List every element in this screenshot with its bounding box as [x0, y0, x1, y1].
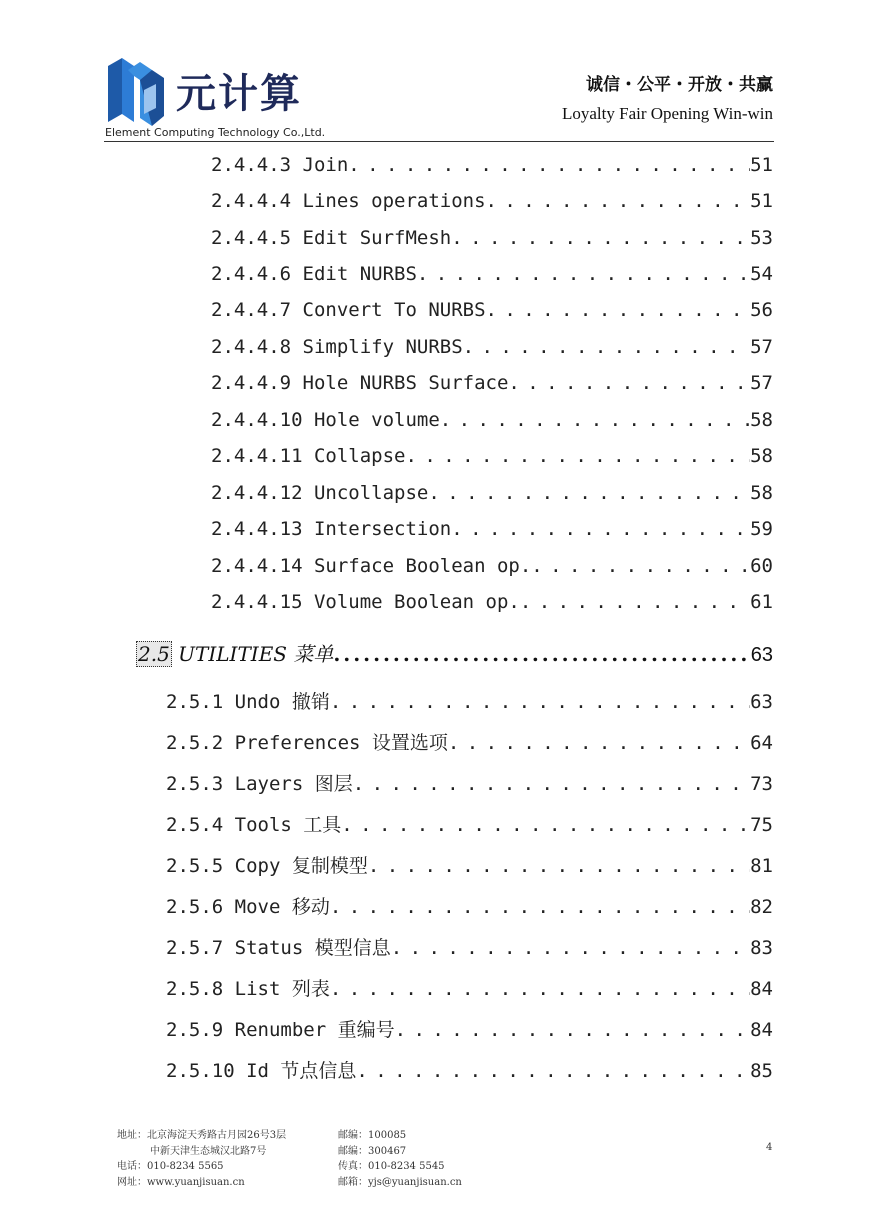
toc-leader: [333, 642, 750, 666]
toc-section-page: 63: [750, 644, 773, 666]
toc-entry-title: 2.4.4.11 Collapse: [211, 445, 406, 467]
toc-entry[interactable]: [211, 263, 773, 285]
toc-entry-title: 2.5.10 Id 节点信息: [166, 1060, 357, 1082]
toc-entry[interactable]: [211, 299, 773, 321]
toc-entry-page: 84: [750, 978, 773, 1000]
toc-entry-page: 75: [750, 814, 773, 836]
toc-entry-title: 2.4.4.8 Simplify NURBS: [211, 336, 463, 358]
toc-leader: [341, 814, 750, 836]
toc-entry[interactable]: [211, 482, 773, 504]
toc-entry[interactable]: [211, 518, 773, 540]
toc-entry[interactable]: [211, 445, 773, 467]
footer-fax: 传真：010-8234 5545: [338, 1161, 445, 1172]
toc-leader: [330, 978, 750, 1000]
toc-entry-title: 2.5.8 List 列表: [166, 978, 330, 1000]
toc-entry-title: 2.4.4.3 Join: [211, 154, 349, 176]
toc-entry[interactable]: [211, 591, 773, 613]
toc-leader: [330, 691, 750, 713]
toc-leader: [428, 482, 750, 504]
toc-entry[interactable]: [166, 810, 773, 837]
footer-zip-1: 邮编：100085: [338, 1130, 407, 1141]
toc-entry[interactable]: [211, 555, 773, 577]
toc-entry-page: 59: [750, 518, 773, 540]
toc-entry-page: 53: [750, 227, 773, 249]
footer-address-2: 中新天津生态城汉北路7号: [150, 1146, 267, 1157]
toc-entry[interactable]: [166, 974, 773, 1001]
page-number: 4: [766, 1142, 773, 1153]
toc-entry-title: 2.5.9 Renumber 重编号: [166, 1019, 395, 1041]
toc-entry[interactable]: [166, 1015, 773, 1042]
toc-entry-page: 57: [750, 336, 773, 358]
toc-entry-page: 51: [750, 154, 773, 176]
toc-entry-title: 2.4.4.12 Uncollapse: [211, 482, 429, 504]
toc-entry-title: 2.4.4.10 Hole volume: [211, 409, 440, 431]
toc-entry-page: 58: [750, 482, 773, 504]
toc-leader: [353, 773, 750, 795]
toc-leader: [448, 732, 750, 754]
toc-entry[interactable]: [166, 933, 773, 960]
toc-entry-title: 2.5.5 Copy 复制模型: [166, 855, 368, 877]
toc-entry-page: 63: [750, 691, 773, 713]
toc-entry-title: 2.5.1 Undo 撤销: [166, 691, 330, 713]
toc-entry-page: 51: [750, 190, 773, 212]
toc-entry-page: 84: [750, 1019, 773, 1041]
toc-leader: [368, 855, 750, 877]
toc-entry-title: 2.4.4.13 Intersection: [211, 518, 452, 540]
toc-leader: [330, 896, 750, 918]
toc-entry[interactable]: [211, 372, 773, 394]
toc-entry[interactable]: [166, 892, 773, 919]
toc-entry-title: 2.4.4.15 Volume Boolean op.: [211, 591, 520, 613]
toc-entry[interactable]: [211, 336, 773, 358]
toc-leader: [417, 263, 750, 285]
motto-chinese: 诚信・公平・开放・共赢: [586, 75, 773, 95]
toc-leader: [451, 227, 750, 249]
footer-email: 邮箱：yjs@yuanjisuan.cn: [338, 1177, 462, 1188]
toc-leader: [531, 555, 750, 577]
toc-leader: [356, 1060, 750, 1082]
header-divider: [104, 141, 774, 142]
toc-entry-page: 56: [750, 299, 773, 321]
toc-entry-page: 61: [750, 591, 773, 613]
toc-section-entry[interactable]: [136, 638, 773, 667]
toc-entry-title: 2.4.4.7 Convert To NURBS: [211, 299, 486, 321]
toc-entry[interactable]: [166, 851, 773, 878]
toc-entry-title: 2.4.4.14 Surface Boolean op.: [211, 555, 532, 577]
toc-entry-page: 82: [750, 896, 773, 918]
toc-leader: [508, 372, 750, 394]
logo-mark-icon: [104, 56, 174, 136]
toc-entry[interactable]: [166, 687, 773, 714]
footer-zip-2: 邮编：300467: [338, 1146, 407, 1157]
toc-entry-title: 2.4.4.5 Edit SurfMesh: [211, 227, 452, 249]
toc-leader: [405, 445, 750, 467]
toc-entry-page: 83: [750, 937, 773, 959]
toc-leader: [395, 1019, 751, 1041]
toc-entry-page: 64: [750, 732, 773, 754]
company-name-en: Element Computing Technology Co.,Ltd.: [105, 126, 326, 139]
toc-entry-title: 2.4.4.4 Lines operations: [211, 190, 486, 212]
toc-entry-title: 2.4.4.6 Edit NURBS: [211, 263, 417, 285]
toc-entry-page: 58: [750, 445, 773, 467]
toc-leader: [486, 190, 751, 212]
toc-leader: [440, 409, 750, 431]
toc-section-label: UTILITIES 菜单: [178, 642, 334, 666]
toc-entry-page: 85: [750, 1060, 773, 1082]
logo-wordmark: 元计算: [176, 71, 302, 117]
toc-section-title: [136, 638, 333, 667]
toc-entry-page: 73: [750, 773, 773, 795]
toc-entry-page: 81: [750, 855, 773, 877]
footer-address-1: 地址：北京海淀天秀路古月园26号3层: [117, 1130, 287, 1141]
toc-entry[interactable]: [211, 227, 773, 249]
toc-leader: [486, 299, 751, 321]
toc-entry-title: 2.5.4 Tools 工具: [166, 814, 342, 836]
toc-entry-title: 2.5.6 Move 移动: [166, 896, 330, 918]
toc-entry[interactable]: [211, 154, 773, 176]
toc-entry-title: 2.5.7 Status 模型信息: [166, 937, 391, 959]
toc-entry-page: 57: [750, 372, 773, 394]
toc-entry[interactable]: [166, 1056, 773, 1083]
footer-website: 网址：www.yuanjisuan.cn: [117, 1177, 245, 1188]
motto-english: Loyalty Fair Opening Win-win: [562, 104, 773, 123]
footer-phone: 电话：010-8234 5565: [117, 1161, 224, 1172]
toc-entry-title: 2.4.4.9 Hole NURBS Surface: [211, 372, 509, 394]
toc-leader: [391, 937, 750, 959]
toc-entry-page: 60: [750, 555, 773, 577]
toc-entry[interactable]: [166, 728, 773, 755]
toc-section-number: 2.5: [138, 642, 170, 666]
toc-entry-page: 58: [750, 409, 773, 431]
toc-entry[interactable]: [166, 769, 773, 796]
toc-entry[interactable]: [211, 190, 773, 212]
toc-entry-page: 54: [750, 263, 773, 285]
toc-entry[interactable]: [211, 409, 773, 431]
toc-leader: [348, 154, 750, 176]
toc-leader: [463, 336, 750, 358]
toc-leader: [520, 591, 750, 613]
toc-entry-title: 2.5.2 Preferences 设置选项: [166, 732, 448, 754]
toc-leader: [451, 518, 750, 540]
toc-entry-title: 2.5.3 Layers 图层: [166, 773, 353, 795]
